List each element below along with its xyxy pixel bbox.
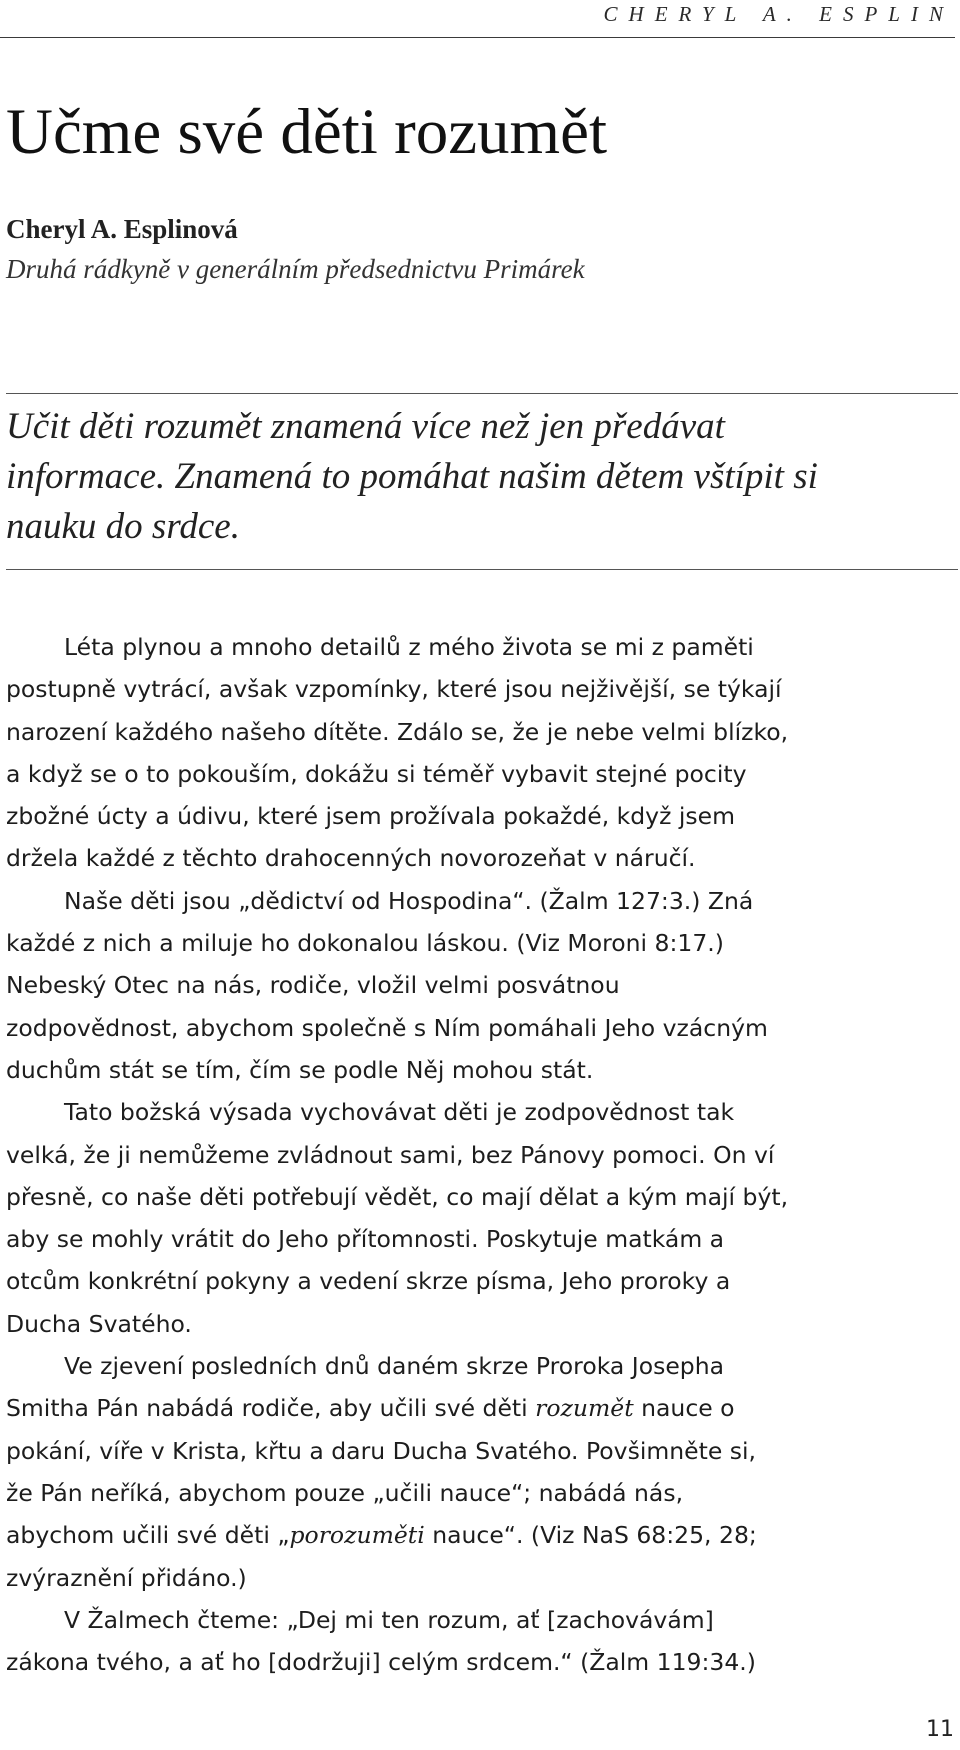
body-line-with-emphasis — [6, 1387, 956, 1429]
body-line: Tato božská výsada vychovávat děti je zodpovědnost tak — [64, 1098, 735, 1127]
lead-line: Učit děti rozumět znamená více než jen předávat — [6, 406, 725, 447]
body-line: Ducha Svatého. — [6, 1309, 192, 1338]
lead-line: nauku do srdce. — [6, 506, 240, 547]
body-line: aby se mohly vrátit do Jeho přítomnosti. Poskytuje matkám a — [6, 1225, 725, 1254]
body-line-with-emphasis — [6, 1514, 956, 1556]
body-line: držela každé z těchto drahocenných novorozeňat v náručí. — [6, 844, 696, 873]
lead-line: informace. Znamená to pomáhat našim dětem vštípit si — [6, 456, 818, 497]
body-line: že Pán neříká, abychom pouze „učili nauce“; nabádá nás, — [6, 1478, 684, 1507]
body-line: pokání, víře v Krista, křtu a daru Ducha Svatého. Povšimněte si, — [6, 1436, 756, 1465]
body-line: zodpovědnost, abychom společně s Ním pomáhali Jeho vzácným — [6, 1013, 768, 1042]
body-line: Ve zjevení posledních dnů daném skrze Proroka Josepha — [64, 1352, 724, 1381]
body-line: zbožné úcty a údivu, které jsem prožívala pokaždé, když jsem — [6, 802, 736, 831]
running-header: CHERYL A. ESPLIN — [603, 2, 954, 26]
body-line-text: nauce“. (Viz NaS 68:25, 28; — [424, 1521, 757, 1550]
article-body — [6, 626, 956, 1683]
body-line: každé z nich a miluje ho dokonalou láskou. (Viz Moroni 8:17.) — [6, 929, 724, 958]
body-line: postupně vytrácí, avšak vzpomínky, které jsou nejživější, se týkají — [6, 675, 782, 704]
header-rule — [0, 37, 955, 38]
author-role: Druhá rádkyně v generálním předsednictvu Primárek — [6, 254, 585, 284]
body-line: přesně, co naše děti potřebují vědět, co mají dělat a kým mají být, — [6, 1182, 789, 1211]
page-number: 11 — [926, 1717, 954, 1742]
body-line: otcům konkrétní pokyny a vedení skrze písma, Jeho proroky a — [6, 1267, 731, 1296]
lead-top-rule — [6, 393, 958, 394]
body-line: Nebeský Otec na nás, rodiče, vložil velmi posvátnou — [6, 971, 620, 1000]
body-line: narození každého našeho dítěte. Zdálo se, že je nebe velmi blízko, — [6, 717, 789, 746]
body-line: zvýraznění přidáno.) — [6, 1563, 247, 1592]
lead-paragraph — [6, 402, 951, 552]
lead-bottom-rule — [6, 569, 958, 570]
article-title: Učme své děti rozumět — [6, 96, 608, 168]
emphasized-word: rozumět — [535, 1394, 634, 1423]
body-line: velká, že ji nemůžeme zvládnout sami, bez Pánovy pomoci. On ví — [6, 1140, 775, 1169]
body-line: duchům stát se tím, čím se podle Něj mohou stát. — [6, 1055, 594, 1084]
body-line-text: Smitha Pán nabádá rodiče, aby učili své děti — [6, 1394, 536, 1423]
body-line-text: abychom učili své děti „ — [6, 1521, 290, 1550]
body-line: a když se o to pokouším, dokážu si téměř vybavit stejné pocity — [6, 759, 747, 788]
emphasized-word: porozuměti — [289, 1521, 425, 1550]
body-line: Léta plynou a mnoho detailů z mého života se mi z paměti — [64, 633, 754, 661]
body-line: V Žalmech čteme: „Dej mi ten rozum, ať [zachovávám] — [64, 1605, 714, 1634]
body-line: zákona tvého, a ať ho [dodržuji] celým srdcem.“ (Žalm 119:34.) — [6, 1648, 756, 1677]
body-line-text: nauce o — [633, 1394, 735, 1423]
author-name: Cheryl A. Esplinová — [6, 214, 238, 244]
body-line: Naše děti jsou „dědictví od Hospodina“. (Žalm 127:3.) Zná — [64, 886, 754, 915]
